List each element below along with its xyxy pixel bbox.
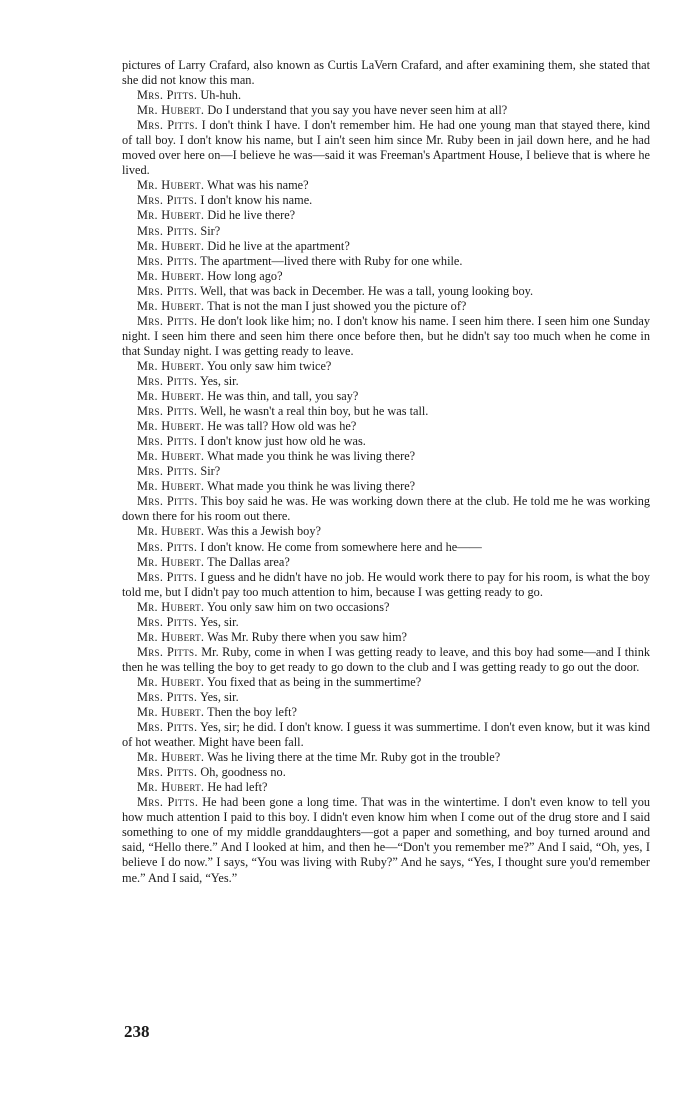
testimony-text: The apartment—lived there with Ruby for one while.	[200, 253, 463, 268]
testimony-paragraph	[122, 494, 650, 524]
testimony-paragraph	[122, 404, 650, 419]
transcript-page	[122, 58, 650, 886]
testimony-text: Well, that was back in December. He was a tall, young looking boy.	[200, 283, 534, 298]
speaker-label: Mr. Hubert.	[137, 750, 205, 765]
testimony-text: He had left?	[207, 780, 268, 795]
testimony-paragraph	[122, 58, 650, 88]
testimony-text: You fixed that as being in the summertime?	[206, 674, 422, 689]
testimony-paragraph	[122, 675, 650, 690]
testimony-text: Uh-huh.	[200, 88, 242, 103]
speaker-label: Mrs. Pitts.	[137, 283, 198, 298]
testimony-text: What made you think he was living there?	[207, 479, 416, 494]
testimony-paragraph	[122, 254, 650, 269]
testimony-paragraph	[122, 314, 650, 359]
speaker-label: Mr. Hubert.	[137, 178, 205, 193]
speaker-label: Mrs. Pitts.	[137, 253, 198, 268]
speaker-label: Mrs. Pitts.	[137, 313, 198, 328]
testimony-text: He was thin, and tall, you say?	[207, 389, 359, 404]
testimony-text: What made you think he was living there?	[207, 449, 416, 464]
speaker-label: Mrs. Pitts.	[137, 765, 198, 780]
testimony-paragraph	[122, 630, 650, 645]
testimony-text: I don't know. He come from somewhere here and he——	[200, 539, 482, 554]
speaker-label: Mrs. Pitts.	[137, 720, 198, 735]
testimony-paragraph	[122, 178, 650, 193]
testimony-text: Then the boy left?	[207, 705, 297, 720]
speaker-label: Mr. Hubert.	[137, 208, 205, 223]
testimony-text: Yes, sir.	[199, 373, 239, 388]
speaker-label: Mrs. Pitts.	[137, 88, 198, 103]
speaker-label: Mrs. Pitts.	[137, 494, 198, 509]
page-number: 238	[124, 1022, 150, 1041]
speaker-label: Mrs. Pitts.	[137, 614, 198, 629]
testimony-paragraph	[122, 780, 650, 795]
speaker-label: Mrs. Pitts.	[137, 373, 198, 388]
testimony-paragraph	[122, 269, 650, 284]
testimony-text: Yes, sir.	[199, 689, 239, 704]
speaker-label: Mr. Hubert.	[137, 524, 205, 539]
speaker-label: Mr. Hubert.	[137, 103, 205, 118]
speaker-label: Mrs. Pitts.	[137, 223, 198, 238]
speaker-label: Mr. Hubert.	[137, 674, 205, 689]
testimony-paragraph	[122, 524, 650, 539]
testimony-paragraph	[122, 479, 650, 494]
testimony-text: He was tall? How old was he?	[207, 419, 357, 434]
testimony-text: This boy said he was. He was working down there at the club. He told me he was working down there for his room out there.	[122, 494, 650, 524]
speaker-label: Mr. Hubert.	[137, 599, 205, 614]
testimony-text: Do I understand that you say you have never seen him at all?	[207, 103, 508, 118]
testimony-text: I guess and he didn't have no job. He would work there to pay for his room, is what the boy told me, but I didn't pay too much attention to him, because I was getting ready to go.	[122, 569, 650, 599]
speaker-label: Mr. Hubert.	[137, 358, 205, 373]
testimony-paragraph	[122, 690, 650, 705]
testimony-text: I don't think I have. I don't remember him. He had one young man that stayed there, kind of tall boy. I don't know his name, but I ain't seen him since Mr. Ruby been in jail down here, and he had moved over here on—I believe he was—said it was Freeman's Apartment House, I believe that is where he lived.	[122, 118, 650, 178]
testimony-text: Did he live there?	[207, 208, 296, 223]
testimony-text: Yes, sir; he did. I don't know. I guess it was summertime. I don't even know, but it was kind of hot weather. Might have been fall.	[122, 720, 650, 750]
testimony-paragraph	[122, 720, 650, 750]
testimony-paragraph	[122, 645, 650, 675]
speaker-label: Mr. Hubert.	[137, 268, 205, 283]
testimony-paragraph	[122, 750, 650, 765]
testimony-text: Was he living there at the time Mr. Ruby got in the trouble?	[207, 750, 501, 765]
speaker-label: Mrs. Pitts.	[137, 644, 198, 659]
testimony-paragraph	[122, 434, 650, 449]
testimony-text: Oh, goodness no.	[200, 765, 286, 780]
testimony-paragraph	[122, 765, 650, 780]
speaker-label: Mr. Hubert.	[137, 419, 205, 434]
testimony-text: Sir?	[200, 223, 221, 238]
speaker-label: Mrs. Pitts.	[137, 464, 198, 479]
testimony-paragraph	[122, 419, 650, 434]
testimony-text: Well, he wasn't a real thin boy, but he was tall.	[200, 404, 429, 419]
testimony-text: Did he live at the apartment?	[207, 238, 350, 253]
testimony-paragraph	[122, 88, 650, 103]
testimony-text: He had been gone a long time. That was in the wintertime. I don't even know to tell you how much attention I paid to this boy. I didn't even know him when I come out of the drug store and I said something to one of my middle granddaughters—got a paper and something, and boy turned around and said, “Hello there.” And I looked at him, and then he—“Don't you remember me?” And I said, “Oh, yes, I believe I do now.” I says, “You was living with Ruby?” And he says, “Yes, I thought sure you'd remember me.” And I said, “Yes.”	[122, 795, 650, 885]
speaker-label: Mr. Hubert.	[137, 298, 205, 313]
testimony-paragraph	[122, 359, 650, 374]
testimony-text: You only saw him on two occasions?	[206, 599, 390, 614]
testimony-paragraph	[122, 208, 650, 223]
testimony-text: The Dallas area?	[207, 554, 290, 569]
speaker-label: Mr. Hubert.	[137, 238, 205, 253]
speaker-label: Mr. Hubert.	[137, 554, 205, 569]
testimony-text: Sir?	[200, 464, 221, 479]
testimony-paragraph	[122, 540, 650, 555]
speaker-label: Mrs. Pitts.	[137, 193, 198, 208]
testimony-text: Was Mr. Ruby there when you saw him?	[207, 629, 407, 644]
testimony-paragraph	[122, 705, 650, 720]
testimony-text: I don't know just how old he was.	[200, 434, 366, 449]
speaker-label: Mrs. Pitts.	[137, 118, 198, 133]
testimony-body	[122, 58, 650, 886]
speaker-label: Mrs. Pitts.	[137, 795, 199, 810]
testimony-text: What was his name?	[207, 178, 309, 193]
speaker-label: Mrs. Pitts.	[137, 434, 198, 449]
testimony-paragraph	[122, 224, 650, 239]
speaker-label: Mrs. Pitts.	[137, 689, 198, 704]
testimony-paragraph	[122, 103, 650, 118]
testimony-paragraph	[122, 600, 650, 615]
testimony-paragraph	[122, 389, 650, 404]
testimony-paragraph	[122, 284, 650, 299]
testimony-paragraph	[122, 193, 650, 208]
speaker-label: Mr. Hubert.	[137, 629, 205, 644]
testimony-text: You only saw him twice?	[206, 358, 332, 373]
testimony-text: I don't know his name.	[200, 193, 313, 208]
testimony-text: Yes, sir.	[199, 614, 239, 629]
testimony-text: He don't look like him; no. I don't know his name. I seen him there. I seen him one Sunday night. I seen him there and seen him there once before then, but he didn't say too much when he come in that Sunday night. I was getting ready to leave.	[122, 313, 650, 358]
speaker-label: Mr. Hubert.	[137, 449, 205, 464]
speaker-label: Mr. Hubert.	[137, 780, 205, 795]
speaker-label: Mr. Hubert.	[137, 389, 205, 404]
testimony-paragraph	[122, 374, 650, 389]
testimony-paragraph	[122, 299, 650, 314]
speaker-label: Mr. Hubert.	[137, 479, 205, 494]
testimony-paragraph	[122, 795, 650, 885]
testimony-text: How long ago?	[207, 268, 283, 283]
testimony-paragraph	[122, 615, 650, 630]
speaker-label: Mrs. Pitts.	[137, 539, 198, 554]
speaker-label: Mr. Hubert.	[137, 705, 205, 720]
testimony-paragraph	[122, 555, 650, 570]
testimony-text: Was this a Jewish boy?	[207, 524, 321, 539]
testimony-text: pictures of Larry Crafard, also known as Curtis LaVern Crafard, and after examining them, she stated that she did not know this man.	[122, 58, 650, 88]
speaker-label: Mrs. Pitts.	[137, 404, 198, 419]
speaker-label: Mrs. Pitts.	[137, 569, 198, 584]
testimony-paragraph	[122, 118, 650, 178]
testimony-paragraph	[122, 570, 650, 600]
testimony-text: That is not the man I just showed you the picture of?	[207, 298, 467, 313]
testimony-paragraph	[122, 449, 650, 464]
testimony-text: Mr. Ruby, come in when I was getting ready to leave, and this boy had some—and I think then he was telling the boy to get ready to go down to the club and I was getting ready to go out the door.	[122, 644, 650, 674]
testimony-paragraph	[122, 464, 650, 479]
testimony-paragraph	[122, 239, 650, 254]
